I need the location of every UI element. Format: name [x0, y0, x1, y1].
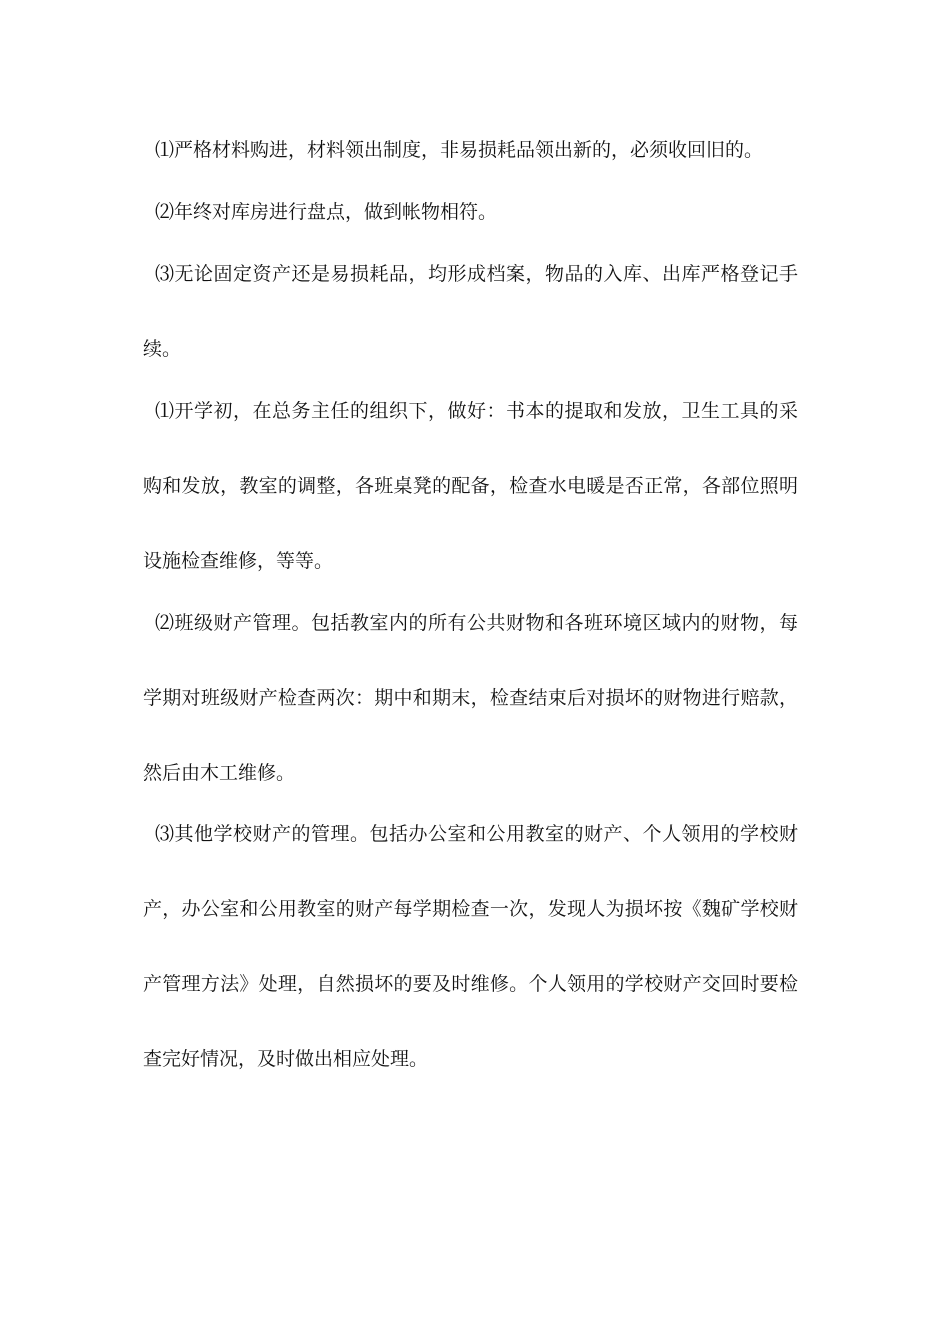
paragraph-material-procurement: ⑴严格材料购进，材料领出制度，非易损耗品领出新的，必须收回旧的。	[155, 139, 764, 161]
paragraph-asset-records: ⑶无论固定资产还是易损耗品，均形成档案，物品的入库、出库严格登记手续。	[143, 263, 798, 360]
paragraph-class-property: ⑵班级财产管理。包括教室内的所有公共财物和各班环境区域内的财物，每学期对班级财产检查两次：期中和期末，检查结束后对损坏的财物进行赔款，然后由木工维修。	[143, 612, 798, 784]
paragraph-other-property: ⑶其他学校财产的管理。包括办公室和公用教室的财产、个人领用的学校财产，办公室和公用教室的财产每学期检查一次，发现人为损坏按《魏矿学校财产管理方法》处理，自然损坏的要及时维修。个人领用的学校财产交回时要检查完好情况，及时做出相应处理。	[143, 823, 798, 1070]
paragraph-semester-start: ⑴开学初，在总务主任的组织下，做好：书本的提取和发放，卫生工具的采购和发放，教室的调整，各班桌凳的配备，检查水电暖是否正常，各部位照明设施检查维修，等等。	[143, 400, 798, 572]
paragraph-year-end-inventory: ⑵年终对库房进行盘点，做到帐物相符。	[155, 201, 498, 223]
